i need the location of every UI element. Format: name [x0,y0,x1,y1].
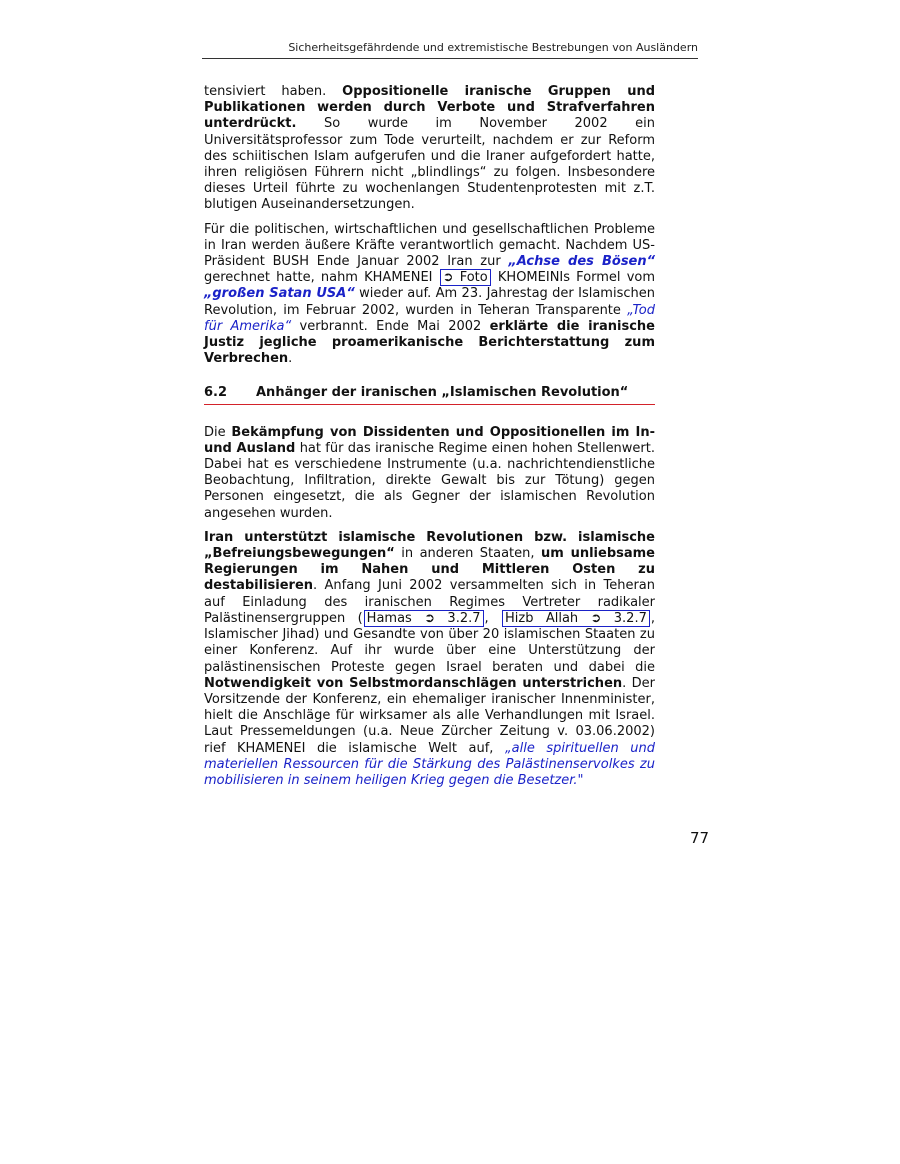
running-header: Sicherheitsgefährdende und extremistische Bestrebungen von Ausländern [202,41,698,59]
text: . Anfang Juni 2002 versammelten sich in Teheran auf Einladung des iranischen Regimes Vertreter radikaler Palästinensergruppen ( [204,578,655,626]
text: . [288,351,293,367]
text: . Der Vorsitzende der Konferenz, ein ehemaliger iranischer Innenminister, hielt die Anschläge für wirksamer als alle Verhandlungen mit Israel. Laut Pressemeldungen (u.a. Neue Zürcher Zeitung v. 03.06.2002) rief KHAMENEI die islamische Welt auf, [204,675,655,756]
hizb-allah-link[interactable]: Hizb Allah ➲ 3.2.7 [502,610,650,627]
bold-text: Notwendigkeit von Selbstmordanschlägen unterstrichen [204,675,623,691]
paragraph-opposition [204,84,655,214]
text: So wurde im November 2002 ein Universitätsprofessor zum Tode verurteilt, nachdem er zur Reform des schiitischen Islam aufgerufen und die Iraner aufgefordert hatte, ihren religiösen Führern nicht „blindlings“ zu folgen. Insbesondere dieses Urteil führte zu wochenlangen Studentenprotesten mit z.T. blutigen Auseinandersetzungen. [204,116,655,213]
page-number: 77 [690,829,710,847]
paragraph-external-forces [204,222,655,368]
text: , Islamischer Jihad) und Gesandte von über 20 islamischen Staaten zu einer Konferenz. Auf ihr wurde über eine Unterstützung der palästinensischen Proteste gegen Israel beraten und dabei die [204,610,655,675]
text: tensiviert haben. [204,84,343,99]
text: verbrannt. Ende Mai 2002 [291,318,490,334]
text: Die [204,424,232,440]
text: gerechnet hatte, nahm KHAMENEI [204,270,439,286]
section-number: 6.2 [204,385,228,401]
quote-great-satan: „großen Satan USA“ [204,286,355,302]
bold-text: Oppositionelle iranische Gruppen und Publikationen werden durch Verbote und Strafverfahren unterdrückt. [204,84,656,132]
quote-khamenei: „alle spirituellen und materiellen Ressourcen für die Stärkung des Palästinenservolkes zu mobilisieren in seinem heiligen Krieg gegen die Besetzer." [204,740,655,788]
section-heading [204,385,655,404]
bold-text: Bekämpfung von Dissidenten und Oppositionellen im In- und Ausland [204,424,656,456]
bold-text: um unliebsame Regierungen im Nahen und Mittleren Osten zu destabilisieren [204,546,655,594]
bold-text: Iran unterstützt islamische Revolutionen bzw. islamische „Befreiungsbewegungen“ [204,529,655,562]
section-title: Anhänger der iranischen „Islamischen Revolution“ [256,385,629,401]
text: , [484,610,502,626]
text: Für die politischen, wirtschaftlichen und gesellschaftlichen Probleme in Iran werden äußere Kräfte verantwortlich gemacht. Nachdem US-Präsident BUSH Ende Januar 2002 Iran zur [204,221,655,270]
quote-death-to-america: „Tod für Amerika“ [204,302,655,334]
hamas-link[interactable]: Hamas ➲ 3.2.7 [364,610,484,627]
bold-text: erklärte die iranische Justiz jegliche proamerikanische Berichterstattung zum Verbrechen [204,318,655,367]
text: wieder auf. Am 23. Jahrestag der Islamischen Revolution, im Februar 2002, wurden in Teheran Transparente [204,286,655,318]
page-content [204,84,655,797]
text: KHOMEINIs Formel vom [491,270,656,286]
foto-link[interactable]: ➲ Foto [440,269,491,286]
paragraph-revolutions [204,530,655,789]
text: hat für das iranische Regime einen hohen Stellenwert. Dabei hat es verschiedene Instrumente (u.a. nachrichtendienstliche Beobachtung, Infiltration, direkte Gewalt bis zur Tötung) gegen Personen eingesetzt, die als Gegner der islamischen Revolution angesehen wurden. [204,440,656,521]
text: in anderen Staaten, [394,546,541,562]
paragraph-dissidents [204,425,655,522]
quote-axis-of-evil: „Achse des Bösen“ [508,254,655,270]
